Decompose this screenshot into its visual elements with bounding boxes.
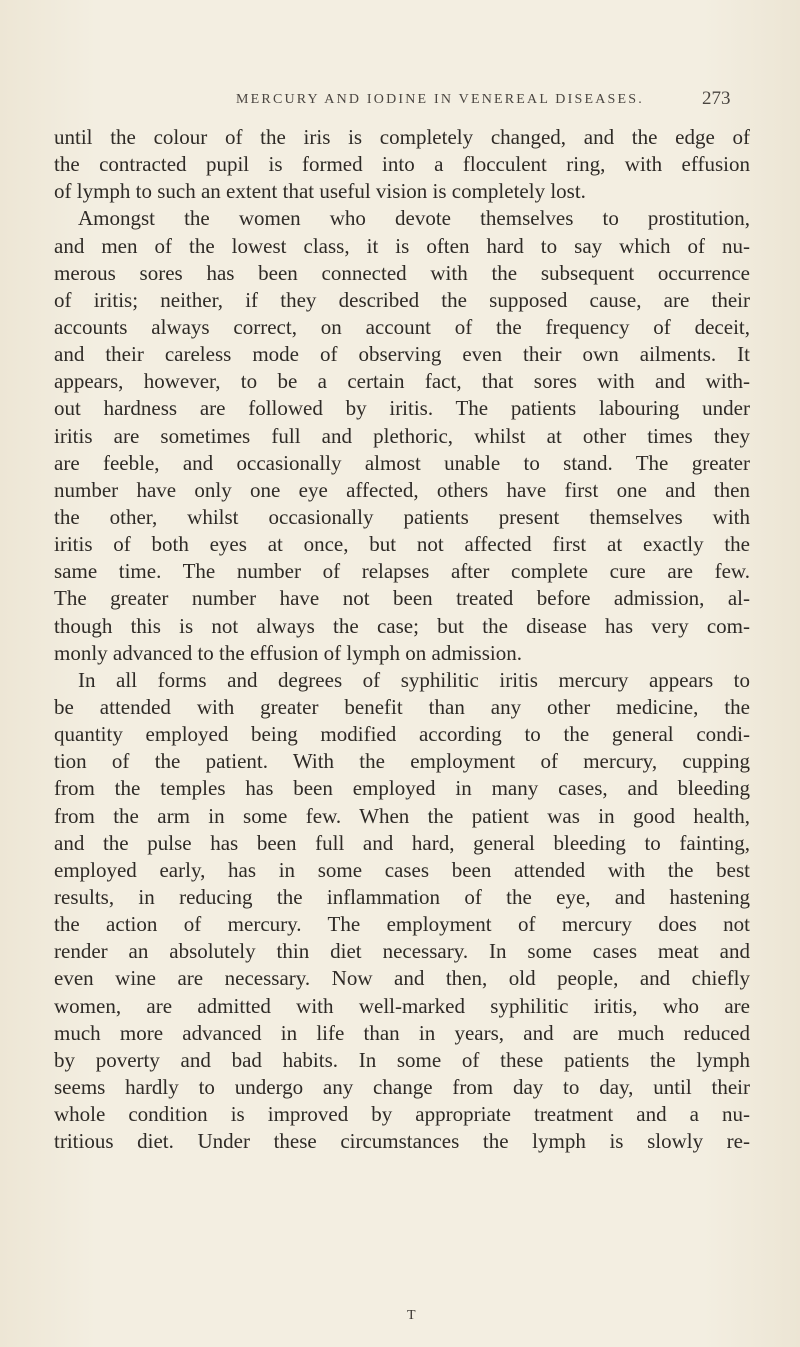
text-line: be attended with greater benefit than any other medicine, the (54, 694, 750, 719)
text-line: by poverty and bad habits. In some of these patients the lymph (54, 1047, 750, 1072)
text-line: whole condition is improved by appropriate treatment and a nu- (54, 1102, 750, 1127)
text-line: seems hardly to undergo any change from day to day, until their (54, 1074, 750, 1099)
text-line: are feeble, and occasionally almost unable to stand. The greater (54, 450, 750, 475)
text-line: merous sores has been connected with the subsequent occurrence (54, 260, 750, 285)
text-line: and the pulse has been full and hard, general bleeding to fainting, (54, 830, 750, 855)
signature-mark: T (407, 1308, 416, 1323)
text-line: the contracted pupil is formed into a flocculent ring, with effusion (54, 152, 750, 177)
text-line: the other, whilst occasionally patients present themselves with (54, 504, 750, 529)
text-line: monly advanced to the effusion of lymph on admission. (54, 640, 522, 665)
text-line: of lymph to such an extent that useful vision is completely lost. (54, 179, 586, 204)
text-line: appears, however, to be a certain fact, that sores with and with- (54, 369, 750, 394)
text-line: from the temples has been employed in many cases, and bleeding (54, 776, 750, 801)
text-line: out hardness are followed by iritis. The patients labouring under (54, 396, 750, 421)
text-line: until the colour of the iris is completely changed, and the edge of (54, 125, 750, 149)
text-line: render an absolutely thin diet necessary. In some cases meat and (54, 939, 750, 964)
text-line: results, in reducing the inflammation of the eye, and hastening (54, 884, 750, 909)
text-line: of iritis; neither, if they described the supposed cause, are their (54, 287, 750, 312)
text-line: tritious diet. Under these circumstances the lymph is slowly re- (54, 1129, 750, 1154)
text-line: employed early, has in some cases been attended with the best (54, 857, 750, 882)
text-line: and their careless mode of observing even their own ailments. It (54, 342, 750, 367)
text-line: from the arm in some few. When the patient was in good health, (54, 803, 750, 828)
text-line: In all forms and degrees of syphilitic iritis mercury appears to (78, 667, 750, 692)
text-line: women, are admitted with well-marked syphilitic iritis, who are (54, 993, 750, 1018)
text-line: iritis of both eyes at once, but not affected first at exactly the (54, 532, 750, 557)
text-line: quantity employed being modified according to the general condi- (54, 722, 750, 747)
text-line: tion of the patient. With the employment of mercury, cupping (54, 749, 750, 774)
text-line: iritis are sometimes full and plethoric, whilst at other times they (54, 423, 750, 448)
text-line: though this is not always the case; but the disease has very com- (54, 613, 750, 638)
text-line: accounts always correct, on account of the frequency of deceit, (54, 314, 750, 339)
page-number: 273 (702, 88, 731, 109)
text-line: number have only one eye affected, others have first one and then (54, 477, 750, 502)
text-line: and men of the lowest class, it is often hard to say which of nu- (54, 233, 750, 258)
text-line: even wine are necessary. Now and then, old people, and chiefly (54, 966, 750, 991)
body-text (54, 124, 750, 1155)
text-line: same time. The number of relapses after complete cure are few. (54, 559, 750, 584)
running-header: MERCURY AND IODINE IN VENEREAL DISEASES. (236, 92, 644, 107)
text-line: the action of mercury. The employment of mercury does not (54, 912, 750, 937)
text-line: The greater number have not been treated before admission, al- (54, 586, 750, 611)
text-line: Amongst the women who devote themselves to prostitution, (78, 206, 750, 231)
text-line: much more advanced in life than in years, and are much reduced (54, 1020, 750, 1045)
